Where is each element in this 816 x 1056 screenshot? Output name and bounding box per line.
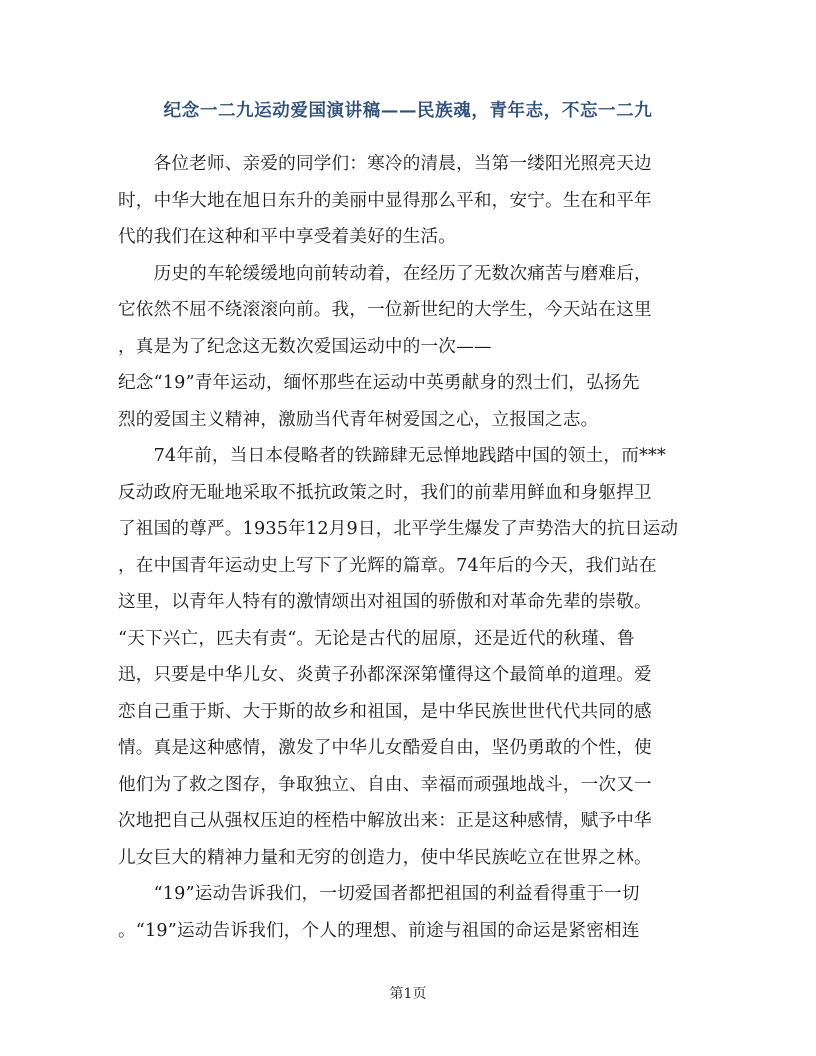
body-line: 他们为了救之图存，争取独立、自由、幸福而顽强地战斗，一次又一 — [118, 774, 652, 795]
body-line: 历史的车轮缓缓地向前转动着，在经历了无数次痛苦与磨难后， — [118, 263, 652, 284]
body-line: 它依然不屈不绕滚滚向前。我，一位新世纪的大学生，今天站在这里 — [118, 300, 652, 320]
body-line: 儿女巨大的精神力量和无穷的创造力，使中华民族屹立在世界之林。 — [118, 847, 652, 868]
body-line: 这里，以青年人特有的激情颂出对祖国的骄傲和对革命先辈的崇敬。 — [118, 592, 652, 612]
body-line: 74年前，当日本侵略者的铁蹄肆无忌惮地践踏中国的领土，而*** — [118, 446, 667, 466]
body-line: 了祖国的尊严。1935年12月9日，北平学生爆发了声势浩大的抗日运动 — [118, 519, 679, 539]
document-title: 纪念一二九运动爱国演讲稿——民族魂，青年志，不忘一二九 — [163, 101, 653, 121]
body-line: ，真是为了纪念这无数次爱国运动中的一次—— — [118, 336, 492, 357]
body-line: 情。真是这种感情，激发了中华儿女酷爱自由，坚仍勇敢的个性，使 — [118, 738, 652, 758]
body-line: 各位老师、亲爱的同学们：寒冷的清晨，当第一缕阳光照亮天边 — [118, 154, 652, 174]
body-line: “天下兴亡，匹夫有责“。无论是古代的屈原，还是近代的秋瑾、鲁 — [118, 628, 635, 649]
body-line: “19”运动告诉我们，一切爱国者都把祖国的利益看得重于一切 — [118, 884, 640, 904]
body-line: ，在中国青年运动史上写下了光辉的篇章。74年后的今天，我们站在 — [118, 555, 657, 576]
body-line: 纪念“19”青年运动，缅怀那些在运动中英勇献身的烈士们，弘扬先 — [118, 373, 640, 393]
body-line: 次地把自己从强权压迫的桎梏中解放出来：正是这种感情，赋予中华 — [118, 811, 652, 831]
body-line: 迅，只要是中华儿女、炎黄子孙都深深第懂得这个最简单的道理。爱 — [118, 665, 652, 685]
body-line: 时，中华大地在旭日东升的美丽中显得那么平和，安宁。生在和平年 — [118, 190, 652, 211]
document-body — [118, 146, 698, 949]
body-line: 。“19”运动告诉我们，个人的理想、前途与祖国的命运是紧密相连 — [118, 920, 640, 941]
body-line: 代的我们在这种和平中享受着美好的生活。 — [118, 227, 457, 247]
body-line: 恋自己重于斯、大于斯的故乡和祖国，是中华民族世世代代共同的感 — [118, 701, 652, 722]
body-line: 烈的爱国主义精神，激励当代青年树爱国之心，立报国之志。 — [118, 409, 599, 430]
page-number: 第1页 — [389, 986, 427, 1002]
body-line: 反动政府无耻地采取不抵抗政策之时，我们的前辈用鲜血和身躯捍卫 — [118, 482, 652, 503]
